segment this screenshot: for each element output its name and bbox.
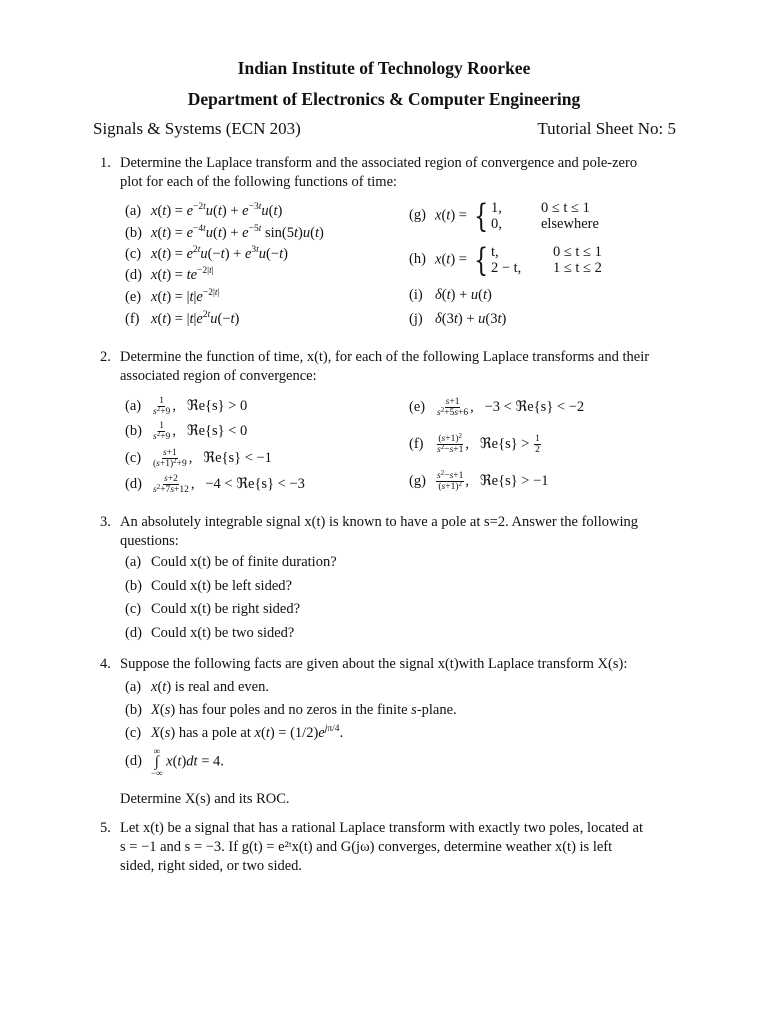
q2-item-b: (b) $\frac{1}{s^2+9}$ , ℜe{s} < 0 — [125, 421, 248, 442]
q1-item-i: (i) δ(t) + u(t) — [409, 287, 492, 303]
q5-line2: s = −1 and s = −3. If g(t) = e²ᵗx(t) and G(jω) converges, determine weather x(t) is left — [120, 839, 613, 855]
q1-item-d: (d) $x(t) = te^{-2|t|}$ — [125, 266, 214, 283]
course-name: Signals & Systems (ECN 203) — [93, 119, 301, 138]
q4-item-b: (b) X(s) has four poles and no zeros in the finite s-plane. — [125, 702, 457, 718]
q1-number: 1. — [100, 155, 111, 171]
q3-item-d: (d) Could x(t) be two sided? — [125, 625, 295, 641]
q1-item-f: (f) $x(t) = |t|e^{2t}u(-t)$ — [125, 310, 240, 327]
q2-line2: associated region of convergence: — [120, 368, 317, 384]
q1-item-b: (b) $x(t) = e^{-4t}u(t) + e^{-5t}$ sin(5t)u(t) — [125, 224, 324, 241]
q4-number: 4. — [100, 656, 111, 672]
q1-item-j: (j) δ(3t) + u(3t) — [409, 311, 507, 327]
sheet-number: Tutorial Sheet No: 5 — [537, 119, 676, 138]
q1-item-g: (g) x(t) = { 1, 0 ≤ t ≤ 1 0, elsewhere — [409, 197, 599, 235]
q3-number: 3. — [100, 514, 111, 530]
q1-item-e: (e) $x(t) = |t|e^{-2|t|}$ — [125, 288, 220, 305]
q4-item-a: (a) x(t) is real and even. — [125, 679, 269, 695]
q2-number: 2. — [100, 349, 111, 365]
q2-item-a: (a) $\frac{1}{s^2+9}$ , ℜe{s} > 0 — [125, 396, 248, 417]
q3-item-b: (b) Could x(t) be left sided? — [125, 578, 292, 594]
q1-item-h: (h) x(t) = { t, 0 ≤ t ≤ 1 2 − t, 1 ≤ t ≤ 2 — [409, 241, 602, 279]
q5-line3: sided, right sided, or two sided. — [120, 858, 303, 874]
q2-item-d: (d) $\frac{s+2}{s^2+7s+12}$ , −4 < ℜe{s} < −3 — [125, 474, 305, 495]
q2-item-e: (e) $\frac{s+1}{s^2+5s+6}$ , −3 < ℜe{s} < −2 — [409, 397, 585, 418]
q2-item-g: (g) $\frac{s^2-s+1}{(s+1)^2}$ , ℜe{s} > −1 — [409, 469, 549, 492]
q5-number: 5. — [100, 820, 111, 836]
q4-line1: Suppose the following facts are given about the signal x(t)with Laplace transform X(s): — [120, 656, 628, 672]
q4-item-c: (c) X(s) has a pole at $x(t) = (1/2)e^{j\pi/4}$. — [125, 724, 344, 741]
q1-item-c: (c) $x(t) = e^{2t}u(-t) + e^{3t}u(-t)$ — [125, 245, 288, 262]
q3-item-a: (a) Could x(t) be of finite duration? — [125, 554, 337, 570]
q1-line1: Determine the Laplace transform and the associated region of convergence and pole-zero — [120, 155, 638, 171]
q2-line1: Determine the function of time, x(t), for each of the following Laplace transforms and their — [120, 349, 650, 365]
q1-line2: plot for each of the following functions of time: — [120, 174, 398, 190]
q4-conclusion: Determine X(s) and its ROC. — [120, 791, 290, 807]
q5-line1: Let x(t) be a signal that has a rational Laplace transform with exactly two poles, located at — [120, 820, 644, 836]
q3-item-c: (c) Could x(t) be right sided? — [125, 601, 301, 617]
q2-item-f: (f) $\frac{(s+1)^2}{s^2-s+1}$ , ℜe{s} > $\frac{1}{2}$ — [409, 432, 540, 455]
q4-item-d: (d) ∞ ∫ −∞ x(t)dt = 4. — [125, 746, 224, 778]
department-title: Department of Electronics & Computer Engineering — [187, 89, 581, 109]
q2-item-c: (c) $\frac{s+1}{(s+1)^2+9}$ , ℜe{s} < −1 — [125, 448, 272, 469]
q3-line2: questions: — [120, 533, 179, 549]
institute-title: Indian Institute of Technology Roorkee — [237, 58, 531, 78]
q3-line1: An absolutely integrable signal x(t) is known to have a pole at s=2. Answer the following — [120, 514, 638, 530]
q1-item-a: (a) $x(t) = e^{-2t}u(t) + e^{-3t}u(t)$ — [125, 202, 283, 219]
